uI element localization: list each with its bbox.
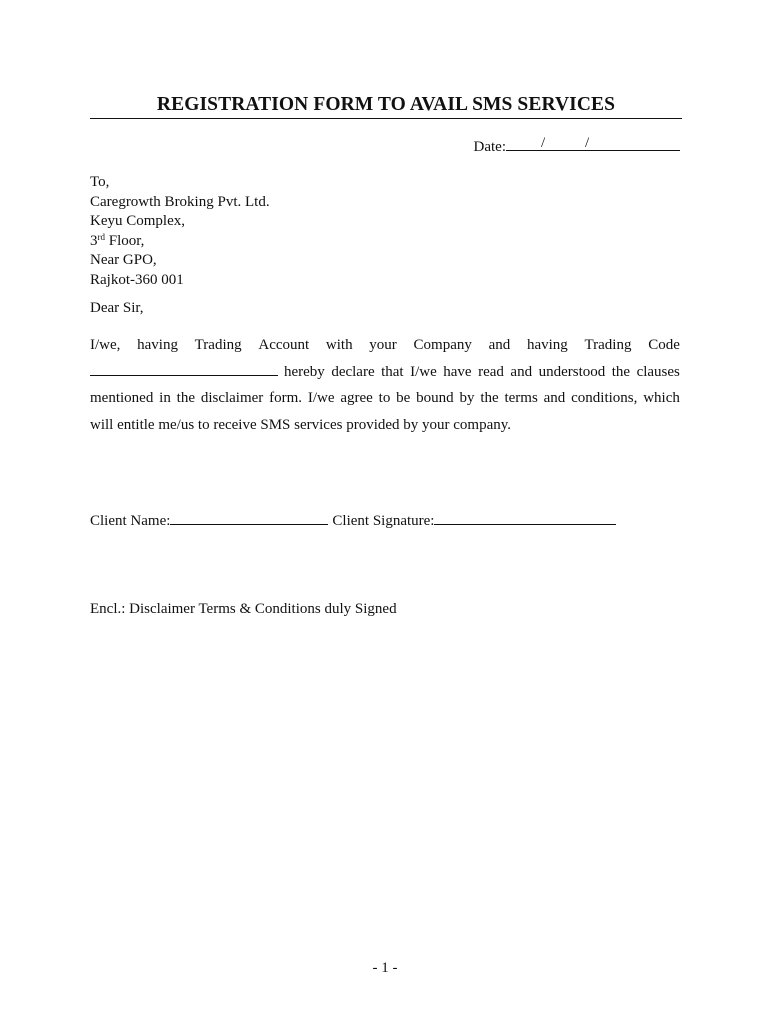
declaration-word: understood	[538, 363, 606, 380]
declaration-word: your	[369, 337, 397, 353]
declaration-word: the	[176, 390, 195, 406]
declaration-word: Code	[648, 337, 680, 353]
declaration-word: mentioned	[90, 390, 154, 406]
declaration-word: and	[488, 337, 511, 353]
recipient-address	[90, 173, 270, 290]
address-landmark: Near GPO,	[90, 252, 157, 268]
trading-code-blank[interactable]	[90, 359, 278, 376]
declaration-paragraph	[90, 332, 680, 438]
declaration-word: by	[459, 390, 475, 406]
declaration-word: having	[137, 337, 178, 353]
declaration-word: read	[478, 363, 504, 380]
declaration-word: and	[543, 390, 566, 406]
declaration-word: Account	[258, 337, 310, 353]
declaration-word: I/we,	[90, 337, 121, 353]
declaration-word: declare	[331, 363, 375, 380]
address-company: Caregrowth Broking Pvt. Ltd.	[90, 193, 270, 210]
enclosure-note: Encl.: Disclaimer Terms & Conditions duly Signed	[90, 601, 397, 617]
declaration-word: with	[325, 337, 353, 353]
form-title: REGISTRATION FORM TO AVAIL SMS SERVICES	[156, 94, 616, 115]
declaration-line-2	[90, 359, 680, 386]
client-signature-blank[interactable]	[434, 510, 616, 525]
address-building: Keyu Complex,	[90, 213, 185, 229]
date-label: Date:	[473, 139, 506, 155]
declaration-word: Trading	[194, 337, 242, 353]
declaration-word: bound	[416, 390, 454, 406]
address-to: To,	[90, 174, 110, 190]
declaration-word: I/we	[307, 390, 335, 406]
declaration-word: be	[396, 390, 411, 406]
declaration-word: agree	[340, 390, 373, 406]
client-name-label: Client Name:	[90, 513, 171, 529]
address-city: Rajkot-360 001	[90, 271, 184, 288]
declaration-word: in	[159, 390, 171, 406]
declaration-word: Company	[413, 337, 472, 353]
declaration-word: and	[510, 363, 533, 380]
declaration-word: hereby	[284, 363, 325, 380]
client-signature-label: Client Signature:	[332, 513, 435, 529]
declaration-word: to	[378, 390, 391, 406]
declaration-word: the	[611, 363, 631, 380]
client-details	[90, 510, 616, 531]
date-year-blank[interactable]	[588, 136, 680, 151]
declaration-word: the	[480, 390, 499, 406]
declaration-word: which	[643, 390, 680, 406]
declaration-word: having	[526, 337, 568, 353]
declaration-word: clauses	[636, 363, 680, 380]
date-month-blank[interactable]	[544, 136, 588, 151]
date-day-blank[interactable]	[506, 136, 544, 151]
declaration-line-4: will entitle me/us to receive SMS services provided by your company.	[90, 416, 512, 433]
declaration-word: conditions,	[571, 390, 638, 406]
declaration-word: disclaimer	[200, 390, 264, 406]
title-underline	[90, 118, 682, 119]
declaration-word: terms	[504, 390, 538, 406]
declaration-line-1	[90, 332, 680, 359]
declaration-word: that	[381, 363, 404, 380]
address-floor: 3rd Floor,	[90, 231, 145, 249]
salutation: Dear Sir,	[90, 300, 144, 316]
declaration-word: Trading	[584, 337, 632, 353]
declaration-line-3	[90, 385, 680, 412]
declaration-word: I/we	[410, 363, 437, 380]
date-field: Date: / /	[474, 136, 680, 157]
client-name-blank[interactable]	[170, 510, 328, 525]
declaration-word: have	[443, 363, 472, 380]
declaration-word: form.	[269, 390, 303, 406]
page-number: - 1 -	[372, 960, 398, 976]
